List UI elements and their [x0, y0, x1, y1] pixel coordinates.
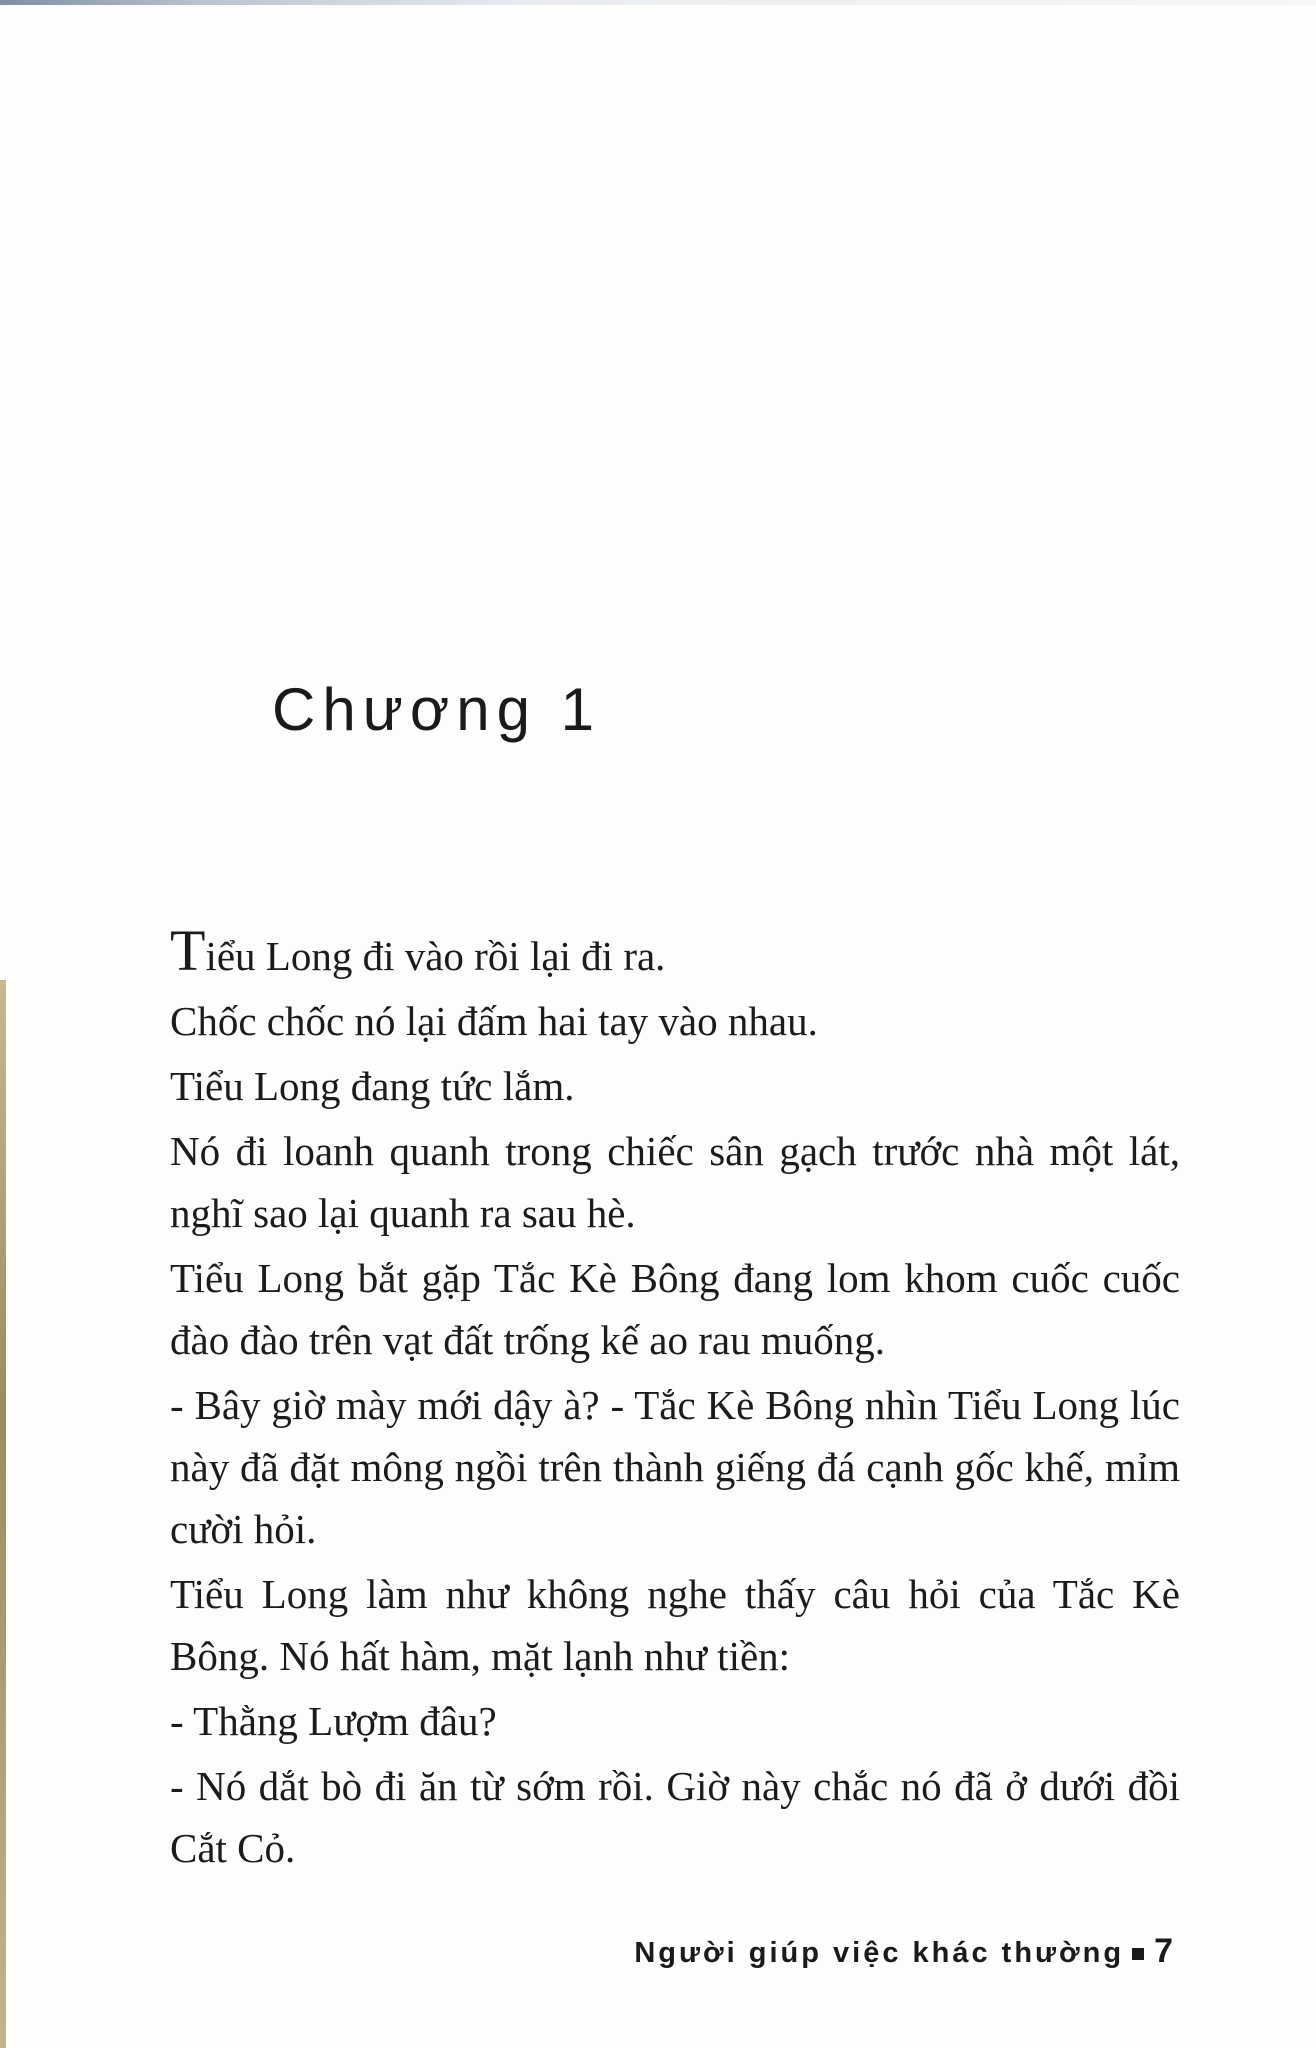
paragraph-1-text: iểu Long đi vào rồi lại đi ra. — [205, 933, 666, 979]
paragraph-6: - Bây giờ mày mới dậy à? - Tắc Kè Bông nhìn Tiểu Long lúc này đã đặt mông ngồi trên thành giếng đá cạnh gốc khế, mỉm cười hỏi. — [170, 1382, 1180, 1552]
paragraph-2: Chốc chốc nó lại đấm hai tay vào nhau. — [170, 998, 818, 1044]
paragraph-1 — [170, 918, 1180, 987]
paragraph-5: Tiểu Long bắt gặp Tắc Kè Bông đang lom khom cuốc cuốc đào đào trên vạt đất trống kế ao rau muống. — [170, 1255, 1180, 1363]
drop-cap: T — [170, 918, 206, 983]
chapter-title: Chương 1 — [272, 676, 601, 743]
footer-bullet-icon — [1132, 1948, 1144, 1960]
page-binding-edge — [0, 980, 6, 2048]
running-footer — [634, 1932, 1176, 1971]
page-number: 7 — [1154, 1932, 1176, 1970]
paragraph-4: Nó đi loanh quanh trong chiếc sân gạch trước nhà một lát, nghĩ sao lại quanh ra sau hè. — [170, 1128, 1180, 1236]
paragraph-3: Tiểu Long đang tức lắm. — [170, 1063, 575, 1109]
paragraph-7: Tiểu Long làm như không nghe thấy câu hỏi của Tắc Kè Bông. Nó hất hàm, mặt lạnh như tiền: — [170, 1571, 1180, 1679]
paragraph-9: - Nó dắt bò đi ăn từ sớm rồi. Giờ này chắc nó đã ở dưới đồi Cắt Cỏ. — [170, 1763, 1180, 1871]
paragraph-8: - Thằng Lượm đâu? — [170, 1698, 497, 1744]
footer-book-title: Người giúp việc khác thường — [634, 1937, 1125, 1969]
page-top-edge — [0, 0, 1316, 5]
chapter-body — [170, 918, 1180, 1882]
